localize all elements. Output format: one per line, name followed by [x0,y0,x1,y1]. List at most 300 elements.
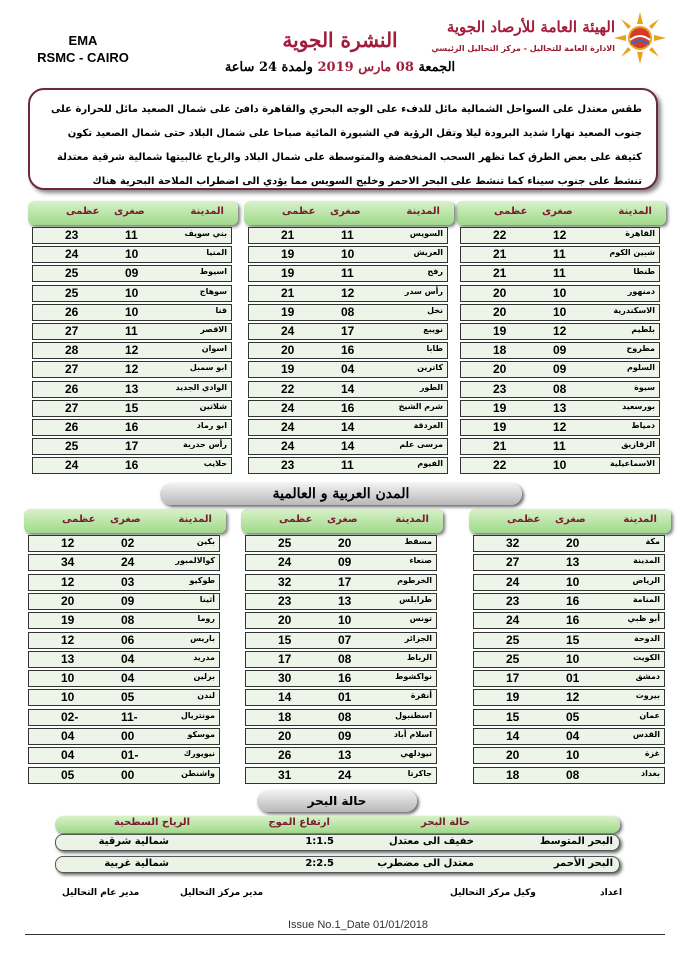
rsmc-label: RSMC - CAIRO [37,50,129,65]
org-name: الهيئة العامة للأرصاد الجوية [446,18,615,36]
min-temp: 12 [125,362,139,377]
min-temp: 02 [121,536,135,550]
min-temp: 08 [566,767,580,782]
city-name: أثينا [199,594,215,604]
table-row [28,747,220,764]
max-temp: 19 [493,400,507,415]
table-row [473,632,665,649]
surface-wind: شمالية شرقية [98,836,169,847]
table-row [28,554,220,571]
min-temp: 11 [125,228,138,242]
min-temp: 10 [338,613,352,628]
page-title: النشرة الجوية [282,28,398,52]
max-temp: 26 [278,748,292,763]
min-column-header: صغرى [542,206,573,217]
city-name: طنطا [633,267,655,277]
city-name: تونس [409,614,432,624]
table-row [473,728,665,745]
max-temp: 24 [65,458,79,473]
wave-height: 2:2.5 [305,858,334,869]
table-row [32,227,232,244]
table-row [248,246,448,263]
city-name: القدس [632,730,660,739]
min-temp: 01- [121,748,139,763]
min-temp: 04 [341,362,355,377]
min-temp: 10 [566,651,580,666]
city-name: رفح [427,267,443,277]
table-row [28,535,220,552]
city-name: عمان [639,710,660,720]
max-temp: 17 [506,671,520,686]
city-name: الاقصر [200,325,227,334]
table-row [245,767,437,784]
min-temp: 13 [125,381,139,396]
city-name: نواكشوط [395,672,432,682]
max-temp: 21 [493,439,507,454]
max-temp: 18 [493,343,507,358]
max-temp: 15 [278,632,292,647]
city-name: ابو سمبل [189,363,227,373]
table-row [248,381,448,398]
min-temp: 12 [553,420,567,434]
table-header [24,509,226,533]
min-temp: 08 [338,709,352,724]
city-name: برلين [193,672,215,682]
city-column-header: المدينة [395,514,429,525]
table-row [245,728,437,745]
table-row [248,285,448,302]
table-row [248,304,448,321]
min-temp: 11- [121,709,138,724]
min-temp: 01 [338,690,352,705]
max-temp: 21 [281,228,295,242]
min-temp: 10 [125,247,139,262]
max-temp: 21 [493,266,507,281]
max-temp: 23 [278,593,292,608]
table-row [248,323,448,340]
table-row [460,342,660,359]
city-column-header: المدينة [190,206,224,217]
min-temp: 16 [125,420,139,434]
max-column-header: عظمى [282,206,316,217]
bulletin-date [215,60,465,75]
max-temp: 26 [65,304,79,319]
max-temp: 26 [65,381,79,396]
max-temp: 20 [506,748,520,763]
city-name: السويس [409,229,443,238]
city-name: نيويورك [183,749,215,759]
min-column-header: صغرى [330,206,361,217]
max-temp: 30 [278,671,292,686]
max-temp: 19 [281,304,295,319]
min-temp: 08 [341,304,355,319]
forecast-text: طقس معتدل على السواحل الشمالية مائل للدفء على الوجه البحري والقاهرة دافئ على شمال الصعيد مائل للحرارة على جنوب الصعيد نهارا شديد البرودة ليلا وتقل الرؤية في الشبورة المائية صباحا على شمال البلاد حتى شمال الصعيد تكون كثيفة على بعض الطرق كما تظهر السحب المنخفضة والمتوسطة على شمال البلاد والرياح غالبيتها شمالية شرقية معتدلة تنشط على جنوب سيناء كما تنشط على البحر الاحمر وخليج السويس مما يؤدي الى اضطراب الملاحة البحرية هناك [50,104,642,187]
table-row [245,632,437,649]
city-name: السلوم [626,363,655,373]
city-name: طرابلس [399,594,432,604]
min-temp: 09 [121,593,135,608]
table-row [245,670,437,687]
table-row [248,361,448,378]
sea-row-red-sea [55,856,620,873]
city-name: رأس سدر [404,286,443,296]
city-name: الغردقة [413,421,443,430]
table-row [245,574,437,591]
max-temp: 04 [61,729,75,743]
min-temp: 05 [566,709,580,724]
table-row [32,361,232,378]
max-temp: 24 [506,574,520,589]
city-name: مرسى علم [399,440,443,450]
max-temp: 32 [506,536,520,550]
max-temp: 14 [506,729,520,743]
min-temp: 13 [553,400,567,415]
max-temp: 26 [65,420,79,434]
max-temp: 24 [281,420,295,434]
min-temp: 08 [338,651,352,666]
city-name: قنا [215,305,227,315]
city-column-header: المدينة [623,514,657,525]
city-name: شلاتين [199,401,227,411]
table-row [32,457,232,474]
max-temp: 32 [278,574,292,589]
min-temp: 20 [566,536,580,550]
city-name: الفيوم [417,459,443,469]
date-label: 08 مارس 2019 [317,60,414,75]
table-row [460,265,660,282]
city-name: بني سويف [184,229,227,238]
min-temp: 08 [121,613,135,628]
max-temp: 20 [493,362,507,377]
min-temp: 14 [341,420,355,434]
table-row [28,709,220,726]
city-name: واشنطن [181,768,215,778]
max-temp: 27 [506,555,520,570]
table-row [460,438,660,455]
sea-state: خفيف الى معتدل [388,836,474,847]
max-temp: 20 [278,613,292,628]
min-temp: 24 [338,767,352,782]
table-row [248,457,448,474]
min-temp: 06 [121,632,135,647]
min-temp: 09 [553,362,567,377]
table-row [248,342,448,359]
max-temp: 21 [493,247,507,262]
max-temp: 12 [61,574,75,589]
sea-state-header: حالة البحر [421,817,470,828]
min-temp: 16 [125,458,139,473]
min-temp: 14 [341,439,355,454]
min-temp: 10 [125,285,139,300]
city-name: المنيا [206,248,227,258]
min-column-header: صغرى [555,514,586,525]
max-temp: 24 [65,247,79,262]
max-column-header: عظمى [66,206,100,217]
min-temp: 16 [566,593,580,608]
max-temp: 18 [506,767,520,782]
world-cities-banner: المدن العربية و العالمية [160,483,522,505]
table-row [245,689,437,706]
min-temp: 00 [121,767,135,782]
table-row [32,265,232,282]
city-name: موسكو [187,730,215,739]
max-temp: 22 [493,458,507,473]
table-row [245,709,437,726]
max-temp: 23 [493,381,507,396]
table-row [32,342,232,359]
city-name: دمياط [631,421,655,430]
max-column-header: عظمى [62,514,96,525]
max-temp: 23 [281,458,295,473]
sea-table-header [55,816,620,833]
table-row [460,323,660,340]
table-row [460,457,660,474]
max-temp: 04 [61,748,75,763]
max-temp: 19 [493,420,507,434]
city-name: أبو ظبي [627,614,660,624]
org-subtitle: الادارة العامة للتحاليل - مركز التحاليل الرئيسي [431,44,615,53]
max-temp: 02- [61,709,79,724]
min-temp: 15 [566,632,580,647]
max-temp: 25 [65,266,79,281]
min-temp: 13 [338,748,352,763]
sea-name: البحر المتوسط [540,836,613,847]
min-temp: 10 [553,285,567,300]
min-temp: 11 [553,266,566,281]
city-name: غزة [644,749,660,759]
max-temp: 27 [65,400,79,415]
city-name: بلطيم [631,325,655,334]
table-row [460,361,660,378]
city-name: الخرطوم [397,575,432,585]
city-name: الجزائر [404,633,432,643]
min-temp: 12 [566,690,580,705]
max-temp: 10 [61,690,75,705]
min-temp: 16 [341,343,355,358]
min-temp: 12 [341,285,355,300]
table-row [245,593,437,610]
city-name: سيوة [634,382,655,392]
min-temp: 17 [125,439,139,454]
min-temp: 04 [566,729,580,743]
max-temp: 19 [281,247,295,262]
table-row [473,554,665,571]
ema-logo-icon [614,12,666,64]
city-name: كوالالمبور [175,556,215,566]
table-header [28,201,238,225]
city-name: العريش [413,248,443,258]
min-temp: 07 [338,632,352,647]
max-temp: 20 [281,343,295,358]
city-name: نويبع [423,325,443,334]
forecast-summary-box [28,88,658,190]
city-name: الزقازيق [621,440,655,450]
city-name: اسلام أباد [393,730,432,739]
city-name: رأس حدربة [182,440,227,450]
max-temp: 20 [278,729,292,743]
city-column-header: المدينة [406,206,440,217]
city-name: الاسكندرية [613,305,655,315]
table-row [473,689,665,706]
city-name: بغداد [641,768,660,778]
max-temp: 23 [65,228,79,242]
wave-height: 1:1.5 [305,836,334,847]
max-temp: 25 [65,439,79,454]
max-temp: 05 [61,767,75,782]
city-name: كاترين [417,363,443,373]
max-temp: 10 [61,671,75,686]
min-temp: 09 [553,343,567,358]
city-name: ابو رماد [196,421,227,430]
max-temp: 24 [506,613,520,628]
table-row [460,419,660,436]
city-name: جاكرتا [407,768,432,778]
max-temp: 34 [61,555,75,570]
table-header [456,201,666,225]
city-name: الرياض [632,575,660,585]
signature-director-center: مدير مركز التحاليل [180,888,264,898]
table-row [32,419,232,436]
city-name: القاهرة [625,229,655,238]
city-name: سوهاج [199,286,227,296]
max-temp: 19 [506,690,520,705]
table-row [32,246,232,263]
sea-name: البحر الأحمر [553,858,613,869]
sea-state-banner: حالة البحر [257,790,417,812]
table-header [244,201,454,225]
min-temp: 12 [553,324,567,338]
table-row [245,747,437,764]
day-label: الجمعة [418,60,456,75]
city-name: شرم الشيخ [398,401,443,411]
table-row [460,304,660,321]
table-row [473,651,665,668]
city-name: لندن [197,691,215,701]
max-temp: 12 [61,536,75,550]
max-temp: 24 [278,555,292,570]
max-column-header: عظمى [507,514,541,525]
city-name: صنعاء [409,556,432,566]
min-temp: 11 [553,439,566,454]
table-row [248,400,448,417]
city-name: روما [197,614,215,624]
sea-row-mediterranean [55,834,620,851]
min-temp: 08 [553,381,567,396]
city-name: الوادي الجديد [175,382,227,392]
footer-divider [25,934,665,935]
city-name: بيروت [635,691,660,701]
table-row [32,400,232,417]
min-temp: 16 [338,671,352,686]
min-temp: 24 [121,555,135,570]
max-temp: 13 [61,651,75,666]
city-name: نيودلهي [400,749,432,759]
table-row [28,632,220,649]
city-name: باريس [190,633,215,643]
table-row [473,593,665,610]
table-row [245,651,437,668]
city-name: اسطنبول [395,710,432,720]
table-row [32,438,232,455]
issue-number: Issue No.1_Date 01/01/2018 [288,919,429,931]
max-temp: 20 [493,285,507,300]
city-name: شبين الكوم [609,248,655,258]
table-row [473,670,665,687]
city-name: اسيوط [199,267,227,277]
table-row [28,574,220,591]
table-row [248,265,448,282]
city-column-header: المدينة [618,206,652,217]
max-temp: 19 [281,266,295,281]
min-temp: 11 [341,266,354,281]
min-temp: 04 [121,651,135,666]
max-temp: 20 [61,593,75,608]
signature-deputy: وكيل مركز التحاليل [450,888,536,898]
table-row [473,709,665,726]
max-temp: 31 [278,767,292,782]
min-temp: 17 [341,324,355,338]
city-name: الرباط [406,652,432,662]
table-row [28,593,220,610]
min-temp: 10 [341,247,355,262]
table-header [241,509,443,533]
table-row [32,285,232,302]
city-name: الكويت [633,652,660,662]
table-row [28,612,220,629]
city-name: مطروح [626,344,655,354]
max-temp: 17 [278,651,292,666]
min-temp: 11 [341,228,354,242]
max-temp: 22 [281,381,295,396]
table-row [460,227,660,244]
max-temp: 15 [506,709,520,724]
min-temp: 20 [338,536,352,550]
city-column-header: المدينة [178,514,212,525]
city-name: المدينة [633,556,660,566]
table-row [473,612,665,629]
table-row [32,304,232,321]
max-column-header: عظمى [279,514,313,525]
min-temp: 09 [338,555,352,570]
min-temp: 03 [121,574,135,589]
table-row [28,670,220,687]
city-name: المنامة [632,594,660,604]
ema-label: EMA [68,33,98,48]
surface-wind: شمالية غربية [104,858,169,869]
city-name: الطور [419,382,443,392]
city-name: بكين [196,537,215,546]
table-row [245,554,437,571]
sea-state: معتدل الى مضطرب [377,858,474,869]
min-temp: 10 [566,574,580,589]
max-temp: 25 [65,285,79,300]
max-temp: 25 [278,536,292,550]
table-row [460,285,660,302]
city-name: دمنهور [627,286,655,296]
city-name: دمشق [635,672,660,682]
min-temp: 15 [125,400,139,415]
max-temp: 27 [65,324,79,338]
city-name: أنقرة [410,691,432,701]
signature-director-general: مدير عام التحاليل [62,888,140,898]
max-temp: 18 [278,709,292,724]
min-column-header: صغرى [110,514,141,525]
max-temp: 12 [61,632,75,647]
city-name: مسقط [404,537,432,546]
max-temp: 21 [281,285,295,300]
min-temp: 10 [553,458,567,473]
table-row [28,689,220,706]
